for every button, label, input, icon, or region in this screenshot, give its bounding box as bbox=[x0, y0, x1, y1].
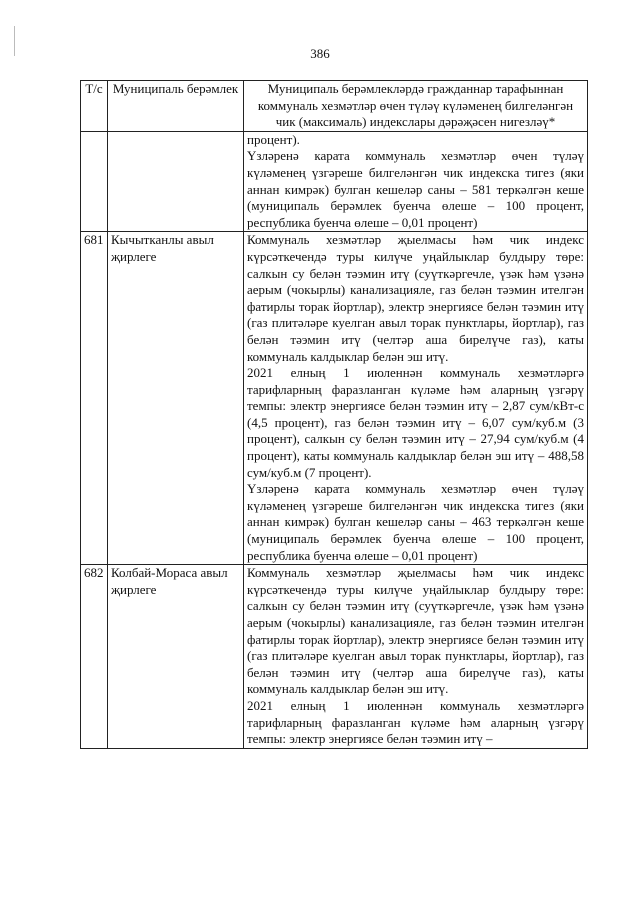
row-municipality: Колбай-Мораса авыл җирлеге bbox=[108, 565, 244, 749]
row-paragraph: 2021 елның 1 июленнән коммуналь хезмәтләргә тарифларның фаразланган күләме һәм аларның үзгәрү темпы: электр энергиясе белән тәэмин итү – 2,87 сум/кВт-с (4,5 процент), газ белән тәэмин итү – 6,07 сум/куб.м (3 процент), салкын су белән тәэмин итү – 27,94 сум/куб.м (4 процент), каты коммуналь калдыклар белән эш итү – 488,58 сум/куб.м (7 процент). bbox=[247, 365, 584, 480]
row-municipality: Кычытканлы авыл җирлеге bbox=[108, 232, 244, 565]
row-paragraph: 2021 елның 1 июленнән коммуналь хезмәтләргә тарифларның фаразланган күләме һәм аларның үзгәрү темпы: электр энергиясе белән тәэмин итү – bbox=[247, 697, 584, 747]
row-text bbox=[244, 565, 588, 749]
row-paragraph: процент). bbox=[247, 131, 300, 147]
row-paragraph: Үзләренә карата коммуналь хезмәтләр өчен түләү күләменең үзгәреше билгеләнгән чик индекска тигез (яки аннан кимрәк) булган кешеләр саны – 463 теркәлгән кеше (муниципаль берәмлек буенча өлеше – 100 процент, республика буенча өлеше – 0,01 процент) bbox=[247, 481, 584, 563]
row-text bbox=[244, 131, 588, 232]
row-paragraph: Коммуналь хезмәтләр җыелмасы һәм чик индекс күрсәткечендә туры килүче уңайлыклар булдыру төре: салкын су белән тәэмин итү (суүткәргечле, үзәк һәм үзәнә аерым (чокырлы) канализацияле, газ белән тәэмин ителгән фатирлы торак йортлар), электр энергиясе белән тәэмин итү (газ плитәләре куелган авыл торак пунктлары, йортлар), газ белән тәэмин итү (челтәр аша бирелүче газ), каты коммуналь калдыклар белән эш итү. bbox=[247, 232, 584, 364]
row-number: 681 bbox=[81, 232, 108, 565]
row-paragraph: Үзләренә карата коммуналь хезмәтләр өчен түләү күләменең үзгәреше билгеләнгән чик индекска тигез (яки аннан кимрәк) булган кешеләр саны – 581 теркәлгән кеше (муниципаль берәмлек буенча өлеше – 100 процент, республика буенча өлеше – 0,01 процент) bbox=[247, 148, 584, 230]
row-number bbox=[81, 131, 108, 232]
index-table bbox=[80, 80, 588, 749]
row-number: 682 bbox=[81, 565, 108, 749]
table-row bbox=[81, 232, 588, 565]
page-number: 386 bbox=[310, 46, 330, 61]
table-row bbox=[81, 565, 588, 749]
header-index: Муниципаль берәмлекләрдә гражданнар тарафыннан коммуналь хезмәтләр өчен түләү күләменең билгеләнгән чик (максималь) индекслары дәрәҗәсен нигезләү* bbox=[244, 81, 588, 132]
header-municipality: Муниципаль берәмлек bbox=[108, 81, 244, 132]
table-row bbox=[81, 131, 588, 232]
row-paragraph: Коммуналь хезмәтләр җыелмасы һәм чик индекс күрсәткечендә туры килүче уңайлыклар булдыру төре: салкын су белән тәэмин итү (суүткәргечле, үзәк һәм үзәнә аерым (чокырлы) канализацияле, газ белән тәэмин ителгән фатирлы торак йортлар), электр энергиясе белән тәэмин итү (газ плитәләре куелган авыл торак пунктлары, йортлар), газ белән тәэмин итү (челтәр аша бирелүче газ), каты коммуналь калдыклар белән эш итү. bbox=[247, 565, 584, 697]
row-municipality bbox=[108, 131, 244, 232]
row-text bbox=[244, 232, 588, 565]
header-number: Т/с bbox=[81, 81, 108, 132]
table-header-row bbox=[81, 81, 588, 132]
